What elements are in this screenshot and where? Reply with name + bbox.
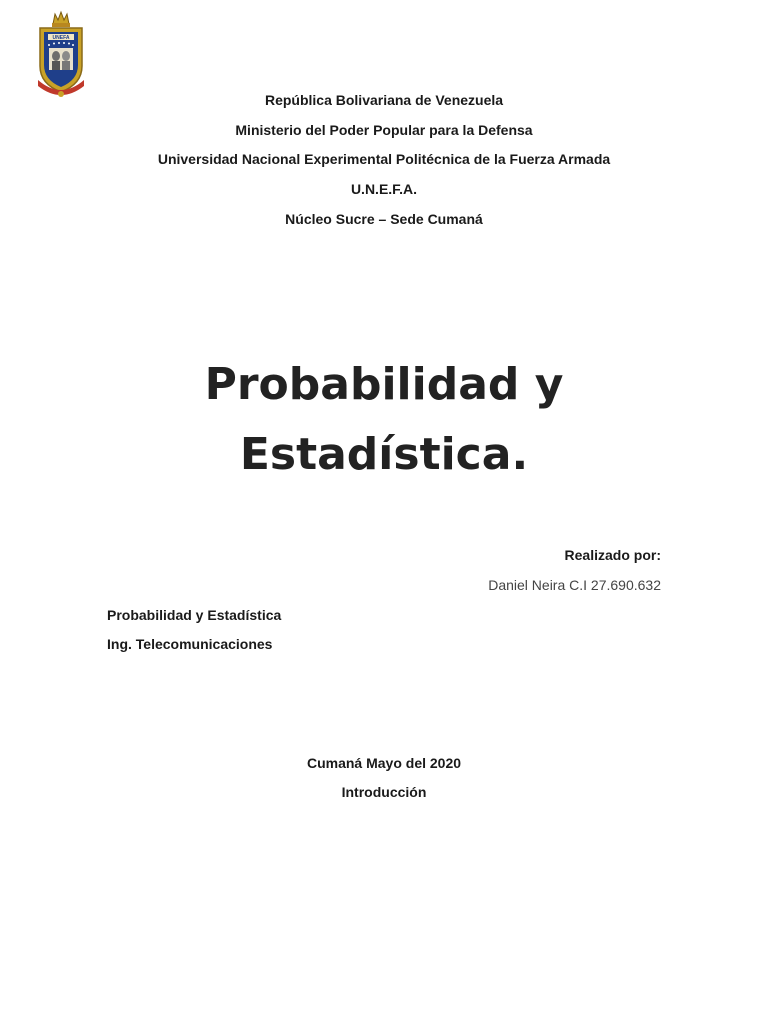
document-title-line2: Estadística. (239, 429, 529, 480)
ministry-name: Ministerio del Poder Popular para la Defensa (235, 122, 533, 138)
course-career: Ing. Telecomunicaciones (107, 636, 273, 652)
university-name: Universidad Nacional Experimental Politécnica de la Fuerza Armada (157, 151, 611, 167)
country-name: República Bolivariana de Venezuela (264, 92, 504, 108)
course-subject: Probabilidad y Estadística (107, 607, 282, 623)
author-name: Daniel Neira C.I 27.690.632 (488, 577, 661, 593)
section-heading: Introducción (341, 784, 427, 800)
document-title-line1: Probabilidad y (204, 359, 564, 410)
place-date: Cumaná Mayo del 2020 (306, 755, 462, 771)
author-label: Realizado por: (564, 547, 661, 563)
campus-name: Núcleo Sucre – Sede Cumaná (285, 211, 483, 227)
university-acronym: U.N.E.F.A. (350, 181, 418, 197)
svg-text:UNEFA: UNEFA (52, 35, 70, 41)
university-seal-logo (34, 10, 88, 100)
